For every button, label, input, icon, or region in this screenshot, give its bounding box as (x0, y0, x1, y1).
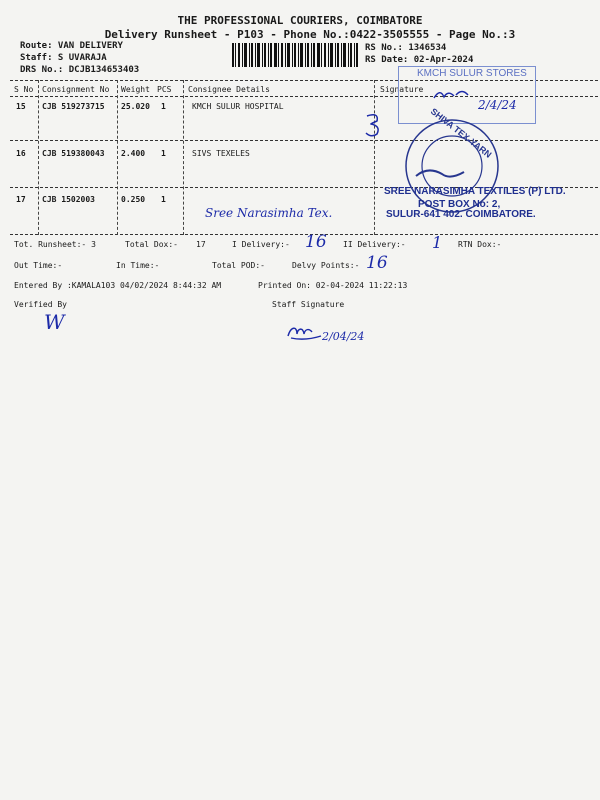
col-sep (183, 80, 184, 235)
in-time-label: In Time:- (116, 261, 160, 270)
ii-delivery-label: II Delivery:- (343, 240, 406, 249)
col-sep (117, 80, 118, 235)
delvy-points-label: Delvy Points:- (292, 261, 360, 270)
entered-by: Entered By :KAMALA103 04/02/2024 8:44:32 AM (14, 281, 222, 290)
verified-signature: W (44, 310, 65, 334)
row-sno: 17 (16, 195, 26, 204)
row-consignment: CJB 519273715 (42, 102, 105, 111)
company-title: THE PROFESSIONAL COURIERS, COIMBATORE (177, 14, 423, 27)
row-pcs: 1 (161, 195, 166, 204)
col-sep (38, 80, 39, 235)
row-sno: 15 (16, 102, 26, 111)
top-signature-scribble (432, 86, 472, 106)
row-pcs: 1 (161, 102, 166, 111)
table-bottom-rule (10, 234, 598, 235)
runsheet-title: Delivery Runsheet - P103 - Phone No.:0422-3505555 - Page No.:3 (104, 28, 516, 41)
col-sno: S No (14, 85, 34, 94)
top-signature-date: 2/4/24 (478, 98, 517, 112)
row-weight: 25.020 (121, 102, 150, 111)
verified-by-label: Verified By (14, 300, 67, 309)
rtn-dox-label: RTN Dox:- (458, 240, 502, 249)
ii-delivery-value: 1 (432, 233, 443, 252)
post-box-stamp: POST BOX No: 2, (418, 199, 501, 210)
i-delivery-label: I Delivery:- (232, 240, 290, 249)
row-pcs: 1 (161, 149, 166, 158)
kmch-stamp-text: KMCH SULUR STORES (417, 68, 527, 79)
row-consignee: KMCH SULUR HOSPITAL (192, 102, 284, 111)
row-rule (10, 140, 598, 141)
col-weight: Weight (121, 85, 150, 94)
row-weight: 0.250 (121, 195, 146, 204)
col-consignment: Consignment No (42, 85, 110, 94)
rs-date: RS Date: 02-Apr-2024 (365, 55, 474, 65)
row-consignment: CJB 519380043 (42, 149, 105, 158)
handwritten-consignee: Sree Narasimha Tex. (205, 206, 333, 220)
col-consignee: Consignee Details (188, 85, 270, 94)
col-signature: Signature (380, 85, 424, 94)
row15-sign-mark (365, 112, 383, 144)
total-dox-value: 17 (196, 240, 206, 249)
sulur-stamp: SULUR-641 402. COIMBATORE. (386, 209, 536, 220)
staff-signature-scribble (285, 318, 325, 346)
staff-signature-date: 2/04/24 (322, 330, 365, 343)
i-delivery-value: 16 (305, 232, 327, 252)
total-pod-label: Total POD:- (212, 261, 265, 270)
col-sep (374, 80, 375, 235)
col-pcs: PCS (157, 85, 172, 94)
row-weight: 2.400 (121, 149, 146, 158)
tot-runsheet: Tot. Runsheet:- 3 (14, 240, 96, 249)
route-label: Route: VAN DELIVERY (20, 41, 123, 51)
staff-signature-label: Staff Signature (272, 300, 345, 309)
delvy-points-value: 16 (366, 253, 388, 273)
drs-number: DRS No.: DCJB134653403 (20, 65, 140, 75)
sree-company-stamp: SREE NARASIMHA TEXTILES (P) LTD. (384, 186, 566, 197)
printed-on: Printed On: 02-04-2024 11:22:13 (258, 281, 408, 290)
barcode (232, 43, 358, 67)
row-sno: 16 (16, 149, 26, 158)
row-consignment: CJB 1502003 (42, 195, 95, 204)
shiva-stamp-text: SHIVA TEX-YARN (428, 106, 494, 160)
staff-label: Staff: S UVARAJA (20, 53, 107, 63)
row-consignee: SIVS TEXELES (192, 149, 250, 158)
total-dox-label: Total Dox:- (125, 240, 178, 249)
out-time-label: Out Time:- (14, 261, 63, 270)
rs-number: RS No.: 1346534 (365, 43, 447, 53)
